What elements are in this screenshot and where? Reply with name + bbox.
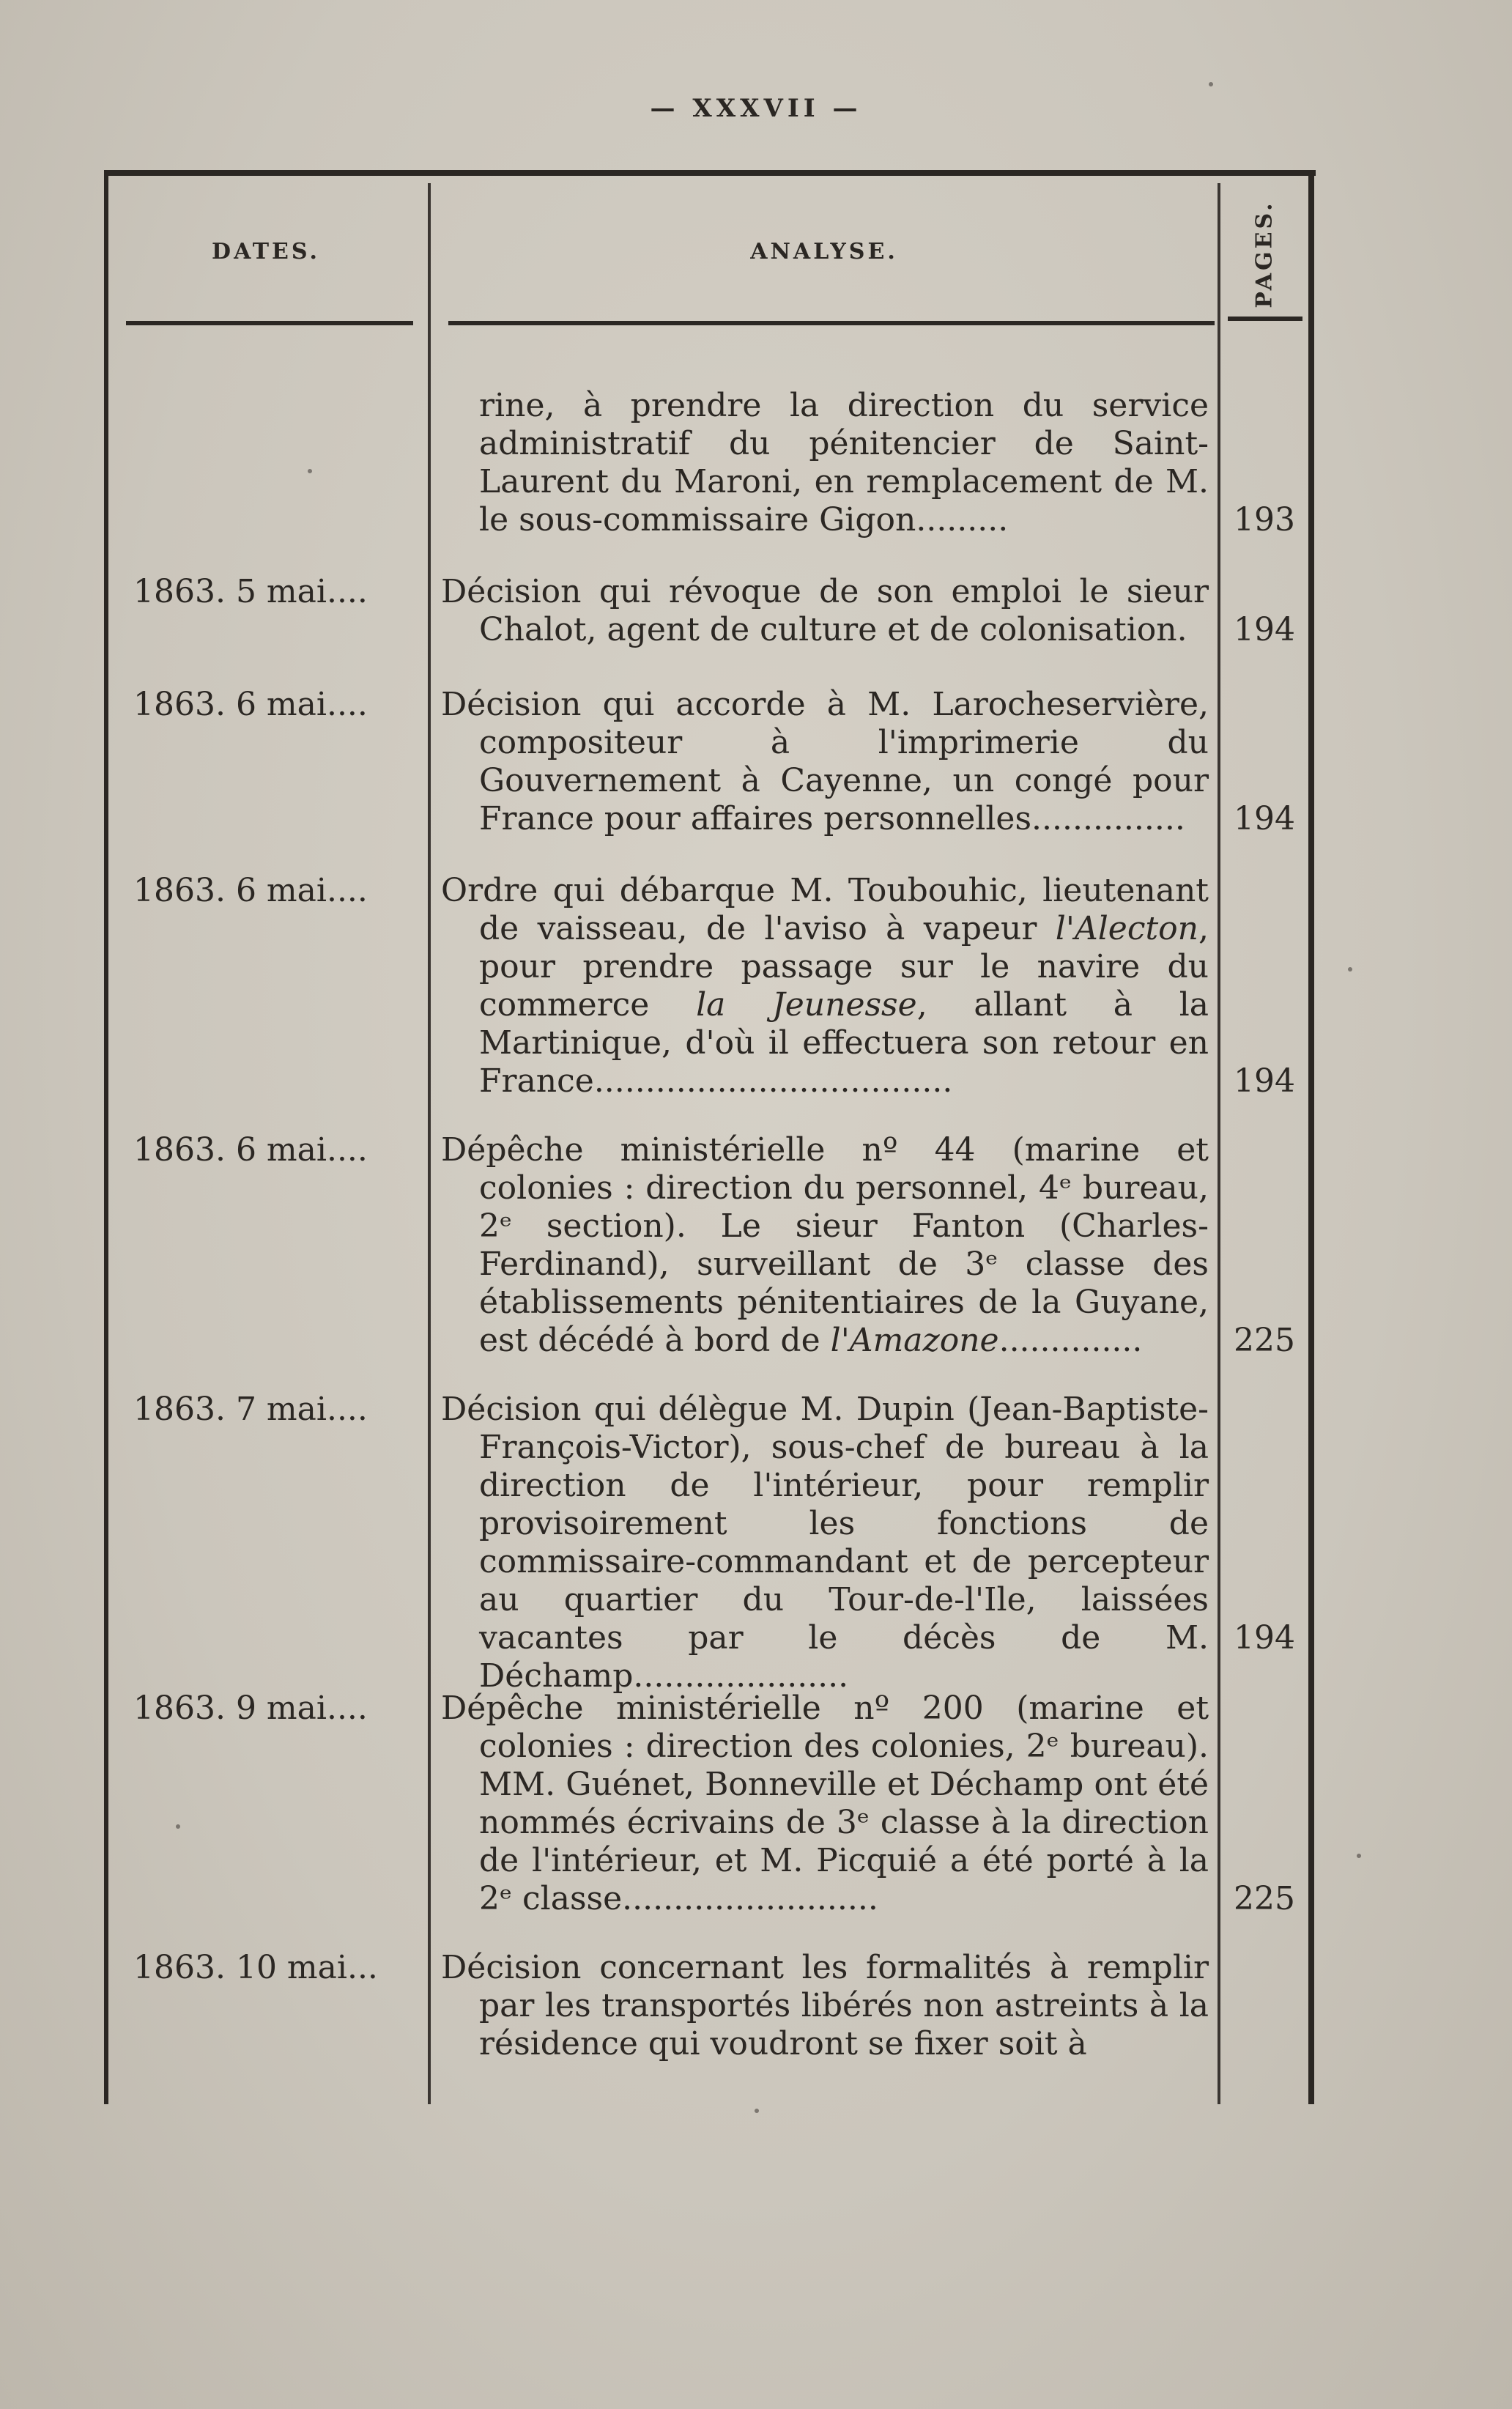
entry-date: 1863. 9 mai.... bbox=[133, 1690, 368, 1727]
header-underline-pages bbox=[1228, 317, 1302, 321]
entry-analysis: Dépêche ministérielle nº 200 (marine et colonies : direction des colonies, 2ᵉ bureau). MM. Guénet, Bonneville et Déchamp ont été nommés écrivains de 3ᵉ classe à la direction de l'intérieur, et M. Picquié a été porté à la 2ᵉ classe......................... bbox=[441, 1690, 1209, 1917]
paper-speck bbox=[176, 1824, 180, 1829]
entry-analysis bbox=[441, 872, 1209, 1100]
column-header-dates: DATES. bbox=[212, 239, 320, 264]
entry-analysis-text: .............. bbox=[998, 1322, 1143, 1359]
right-rule bbox=[1308, 170, 1314, 2104]
paper-speck bbox=[1357, 1854, 1361, 1858]
entry-page: 225 bbox=[1234, 1880, 1295, 1917]
column-header-pages bbox=[1220, 199, 1308, 309]
entry-analysis-text: , allant à la Martinique, d'où il effectuera son retour en France................................... bbox=[479, 986, 1209, 1100]
column-header-pages-label: PAGES. bbox=[1251, 200, 1278, 308]
header-underline-analyse bbox=[448, 321, 1215, 325]
entry-page: 194 bbox=[1234, 611, 1295, 648]
entry-date: 1863. 5 mai.... bbox=[133, 573, 368, 610]
entry-analysis: Décision qui délègue M. Dupin (Jean-Baptiste-François-Victor), sous-chef de bureau à la direction de l'intérieur, pour remplir provisoirement les fonctions de commissaire-commandant et de percepteur au quartier du Tour-de-l'Ile, laissées vacantes par le décès de M. Déchamp..................... bbox=[441, 1391, 1209, 1695]
entry-page: 194 bbox=[1234, 800, 1295, 837]
column-header-analyse: ANALYSE. bbox=[750, 239, 898, 264]
top-rule bbox=[104, 170, 1316, 176]
entry-analysis: Décision qui accorde à M. Larocheservière, compositeur à l'imprimerie du Gouvernement à Cayenne, un congé pour France pour affaires personnelles............... bbox=[441, 686, 1209, 837]
entry-date: 1863. 10 mai... bbox=[133, 1949, 378, 1986]
entry-analysis-text: Dépêche ministérielle nº 44 (marine et colonies : direction du personnel, 4ᵉ bureau, 2ᵉ section). Le sieur Fanton (Charles-Ferdinand), surveillant de 3ᵉ classe des établissements pénitentiaires de la Guyane, est décédé à bord de bbox=[441, 1131, 1209, 1359]
column-divider-dates bbox=[428, 183, 431, 2104]
paper-speck bbox=[1209, 82, 1213, 86]
entry-analysis bbox=[441, 1131, 1209, 1360]
paper-speck bbox=[1348, 967, 1352, 972]
entry-page: 194 bbox=[1234, 1062, 1295, 1100]
column-divider-pages bbox=[1218, 183, 1220, 2104]
entry-date: 1863. 6 mai.... bbox=[133, 686, 368, 723]
entry-analysis: Décision concernant les formalités à remplir par les transportés libérés non astreints à la résidence qui voudront se fixer soit à bbox=[441, 1949, 1209, 2062]
ship-name: l'Amazone bbox=[830, 1322, 999, 1359]
paper-speck bbox=[755, 2109, 759, 2113]
entry-page: 193 bbox=[1234, 501, 1295, 539]
ship-name: l'Alecton bbox=[1055, 910, 1198, 947]
entry-page: 225 bbox=[1234, 1322, 1295, 1359]
paper-speck bbox=[308, 469, 312, 473]
entry-date: 1863. 6 mai.... bbox=[133, 872, 368, 909]
left-rule bbox=[104, 170, 108, 2104]
running-head: — XXXVII — bbox=[650, 94, 862, 123]
entry-analysis-text: , pour prendre passage sur le navire du commerce bbox=[479, 910, 1209, 1024]
ship-name: la Jeunesse bbox=[696, 986, 917, 1024]
entry-analysis-text: Ordre qui débarque M. Toubouhic, lieutenant de vaisseau, de l'aviso à vapeur bbox=[441, 872, 1209, 947]
entry-date: 1863. 6 mai.... bbox=[133, 1131, 368, 1169]
entry-analysis: Décision qui révoque de son emploi le sieur Chalot, agent de culture et de colonisation. bbox=[441, 573, 1209, 648]
entry-date: 1863. 7 mai.... bbox=[133, 1391, 368, 1428]
entry-page: 194 bbox=[1234, 1619, 1295, 1657]
header-underline-dates bbox=[126, 321, 413, 325]
table-frame bbox=[104, 170, 1316, 2104]
entry-analysis: rine, à prendre la direction du service administratif du pénitencier de Saint-Laurent du Maroni, en remplacement de M. le sous-commissaire Gigon......... bbox=[479, 387, 1209, 539]
